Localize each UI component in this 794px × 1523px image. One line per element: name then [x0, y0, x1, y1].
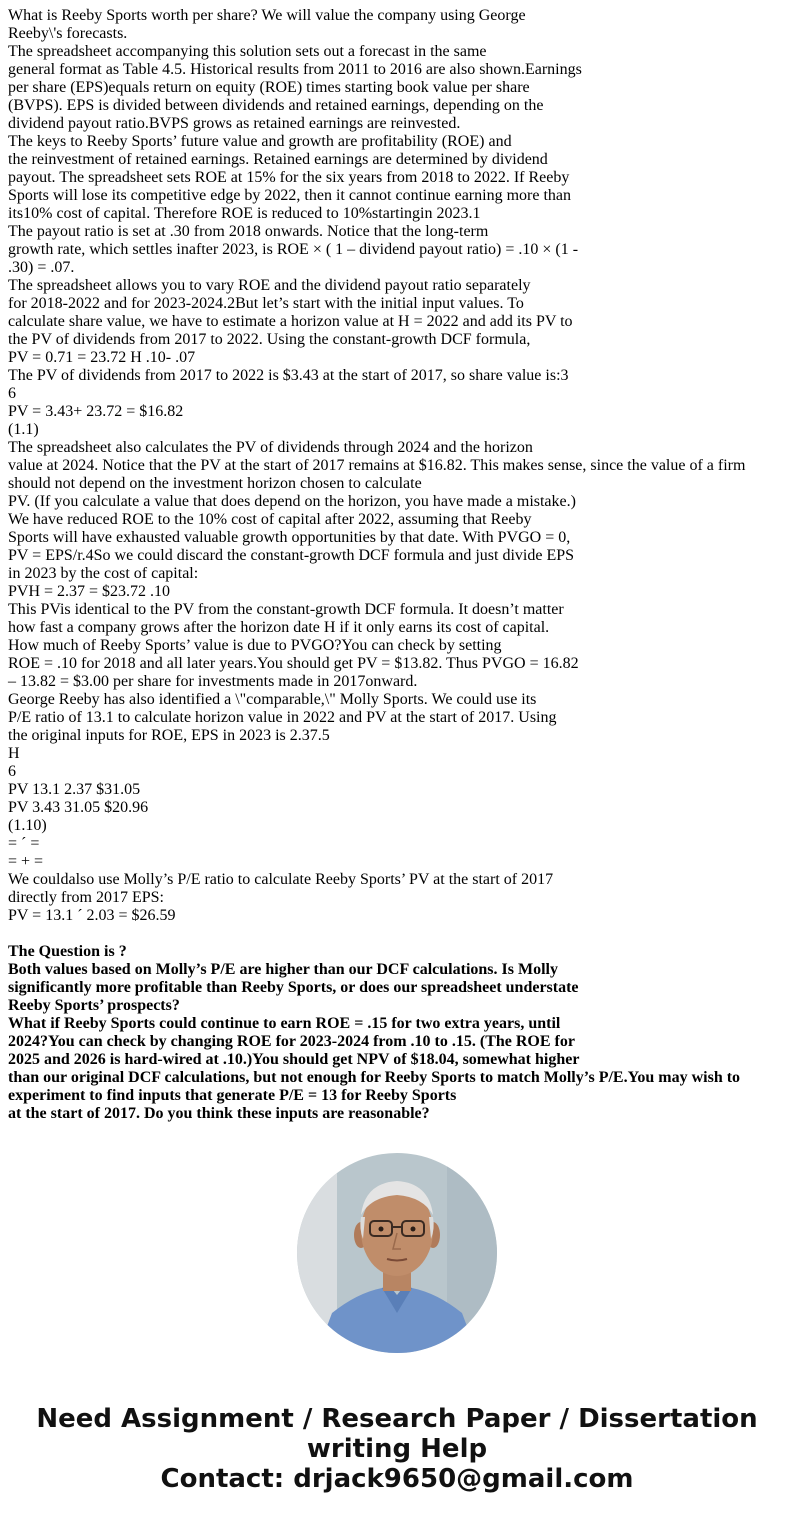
text-line: P/E ratio of 13.1 to calculate horizon value in 2022 and PV at the start of 2017. Using — [8, 709, 557, 726]
text-line: how fast a company grows after the horizon date H if it only earns its cost of capital. — [8, 619, 550, 636]
question-line: than our original DCF calculations, but not enough for Reeby Sports to match Molly’s P/E.You may wish to — [8, 1069, 741, 1086]
text-line: .30) = .07. — [8, 259, 75, 276]
text-line: directly from 2017 EPS: — [8, 889, 164, 906]
text-line: The keys to Reeby Sports’ future value and growth are profitability (ROE) and — [8, 133, 512, 150]
text-line: George Reeby has also identified a \"comparable,\" Molly Sports. We could use its — [8, 691, 537, 708]
text-line: (1.10) — [8, 817, 47, 834]
question-text — [8, 943, 788, 1123]
text-line: What is Reeby Sports worth per share? We will value the company using George — [8, 7, 526, 24]
body-text — [8, 7, 788, 925]
text-line: We have reduced ROE to the 10% cost of capital after 2022, assuming that Reeby — [8, 511, 532, 528]
text-line: payout. The spreadsheet sets ROE at 15% for the six years from 2018 to 2022. If Reeby — [8, 169, 570, 186]
text-line: = ´ = — [8, 835, 40, 852]
text-line: Sports will have exhausted valuable growth opportunities by that date. With PVGO = 0, — [8, 529, 571, 546]
text-line: should not depend on the investment horizon chosen to calculate — [8, 475, 422, 492]
question-line: significantly more profitable than Reeby Sports, or does our spreadsheet understate — [8, 979, 579, 996]
text-line: The spreadsheet allows you to vary ROE and the dividend payout ratio separately — [8, 277, 531, 294]
footer-line-2: writing Help — [306, 1434, 488, 1464]
text-line: for 2018-2022 and for 2023-2024.2But let’s start with the initial input values. To — [8, 295, 524, 312]
question-line: Both values based on Molly’s P/E are higher than our DCF calculations. Is Molly — [8, 961, 558, 978]
text-line: the PV of dividends from 2017 to 2022. Using the constant-growth DCF formula, — [8, 331, 531, 348]
text-line: dividend payout ratio.BVPS grows as retained earnings are reinvested. — [8, 115, 461, 132]
promo-footer — [0, 1404, 794, 1494]
text-line: growth rate, which settles inafter 2023, is ROE × ( 1 – dividend payout ratio) = .10 × (1 - — [8, 241, 579, 258]
question-line: The Question is ? — [8, 943, 127, 960]
text-line: (1.1) — [8, 421, 39, 438]
paragraph-gap — [8, 925, 788, 943]
question-line: Reeby Sports’ prospects? — [8, 997, 180, 1014]
document-body — [8, 7, 788, 1123]
text-line: Reeby\'s forecasts. — [8, 25, 128, 42]
text-line: general format as Table 4.5. Historical results from 2011 to 2016 are also shown.Earnings — [8, 61, 582, 78]
question-line: experiment to find inputs that generate P/E = 13 for Reeby Sports — [8, 1087, 457, 1104]
text-line: = + = — [8, 853, 44, 870]
text-line: This PVis identical to the PV from the constant-growth DCF formula. It doesn’t matter — [8, 601, 564, 618]
text-line: We couldalso use Molly’s P/E ratio to calculate Reeby Sports’ PV at the start of 2017 — [8, 871, 554, 888]
author-avatar — [297, 1153, 497, 1353]
text-line: PV 13.1 2.37 $31.05 — [8, 781, 141, 798]
text-line: calculate share value, we have to estimate a horizon value at H = 2022 and add its PV to — [8, 313, 573, 330]
text-line: The spreadsheet also calculates the PV of dividends through 2024 and the horizon — [8, 439, 533, 456]
text-line: ROE = .10 for 2018 and all later years.You should get PV = $13.82. Thus PVGO = 16.82 — [8, 655, 579, 672]
text-line: per share (EPS)equals return on equity (ROE) times starting book value per share — [8, 79, 530, 96]
text-line: – 13.82 = $3.00 per share for investments made in 2017onward. — [8, 673, 418, 690]
text-line: PV = 13.1 ´ 2.03 = $26.59 — [8, 907, 176, 924]
text-line: H — [8, 745, 20, 762]
text-line: PV = EPS/r.4So we could discard the constant-growth DCF formula and just divide EPS — [8, 547, 575, 564]
question-line: 2024?You can check by changing ROE for 2023-2024 from .10 to .15. (The ROE for — [8, 1033, 575, 1050]
text-line: value at 2024. Notice that the PV at the start of 2017 remains at $16.82. This makes sense, since the value of a firm — [8, 457, 746, 474]
question-line: 2025 and 2026 is hard-wired at .10.)You should get NPV of $18.04, somewhat higher — [8, 1051, 580, 1068]
text-line: the original inputs for ROE, EPS in 2023 is 2.37.5 — [8, 727, 330, 744]
footer-contact: Contact: drjack9650@gmail.com — [160, 1464, 634, 1494]
text-line: PV = 3.43+ 23.72 = $16.82 — [8, 403, 184, 420]
footer-line-1: Need Assignment / Research Paper / Dissertation — [36, 1404, 758, 1434]
text-line: The payout ratio is set at .30 from 2018 onwards. Notice that the long-term — [8, 223, 489, 240]
text-line: its10% cost of capital. Therefore ROE is reduced to 10%startingin 2023.1 — [8, 205, 481, 222]
text-line: The PV of dividends from 2017 to 2022 is $3.43 at the start of 2017, so share value is:3 — [8, 367, 569, 384]
question-line: What if Reeby Sports could continue to earn ROE = .15 for two extra years, until — [8, 1015, 561, 1032]
text-line: in 2023 by the cost of capital: — [8, 565, 199, 582]
text-line: Sports will lose its competitive edge by 2022, then it cannot continue earning more than — [8, 187, 571, 204]
text-line: PV. (If you calculate a value that does depend on the horizon, you have made a mistake.) — [8, 493, 576, 510]
text-line: How much of Reeby Sports’ value is due to PVGO?You can check by setting — [8, 637, 502, 654]
avatar-photo — [297, 1153, 497, 1353]
question-line: at the start of 2017. Do you think these inputs are reasonable? — [8, 1105, 430, 1122]
text-line: the reinvestment of retained earnings. Retained earnings are determined by dividend — [8, 151, 548, 168]
text-line: 6 — [8, 385, 16, 402]
text-line: PVH = 2.37 = $23.72 .10 — [8, 583, 171, 600]
text-line: The spreadsheet accompanying this solution sets out a forecast in the same — [8, 43, 487, 60]
text-line: 6 — [8, 763, 16, 780]
text-line: (BVPS). EPS is divided between dividends and retained earnings, depending on the — [8, 97, 544, 114]
text-line: PV = 0.71 = 23.72 H .10- .07 — [8, 349, 196, 366]
text-line: PV 3.43 31.05 $20.96 — [8, 799, 149, 816]
